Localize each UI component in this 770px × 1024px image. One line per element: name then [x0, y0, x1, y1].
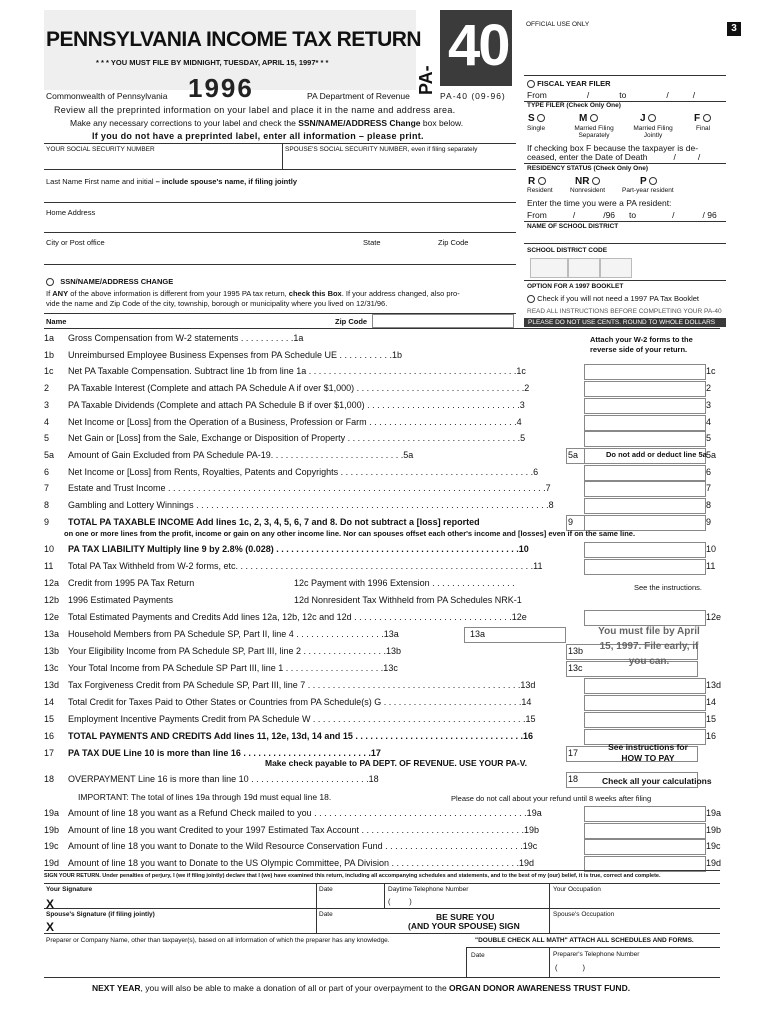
line-right-label: 14 — [706, 697, 717, 707]
line-number: 7 — [44, 483, 50, 494]
corrections-instructions: Make any necessary corrections to your label and check the SSN/NAME/ADDRESS Change box below. — [70, 118, 464, 128]
line-right-label: 19a — [706, 808, 722, 818]
line-right-label: 3 — [706, 399, 712, 410]
page-badge: 3 — [727, 22, 741, 36]
preparer-phone-parens[interactable]: ( ) — [555, 963, 585, 972]
daytime-phone-label: Daytime Telephone Number — [388, 886, 469, 893]
spouse-signature-x[interactable]: X — [46, 920, 55, 934]
line-mid-text: 12c Payment with 1996 Extension . . . . . . . . . . . . . . . . . — [294, 578, 515, 588]
line-number: 14 — [44, 697, 55, 707]
payable-note: Make check payable to PA DEPT. OF REVENUE. USE YOUR PA-V. — [265, 758, 528, 768]
line-text: Amount of Gain Excluded from PA Schedule PA-19. . . . . . . . . . . . . . . . . . . . . . . . . . .5a — [68, 449, 414, 460]
line-text: Household Members from PA Schedule SP, Part II, line 4 . . . . . . . . . . . . . . . . . .13a — [68, 629, 399, 639]
no-cents-banner: PLEASE DO NOT USE CENTS. ROUND TO WHOLE DOLLARS — [524, 318, 726, 327]
line-15 — [44, 711, 720, 727]
line-number: 9 — [44, 516, 50, 527]
line-number: 13b — [44, 646, 60, 656]
line-text: Net PA Taxable Compensation. Subtract line 1b from line 1a . . . . . . . . . . . . . . . . . . . . . . . . . . . . . . . . . . . . . . . . . .1c — [68, 366, 526, 377]
no-label-instructions: If you do not have a preprinted label, enter all information – please print. — [92, 131, 424, 141]
name-field-label[interactable]: Last Name First name and initial – include spouse's name, if filing jointly — [46, 177, 298, 186]
line-mid-label: 13c — [568, 663, 583, 673]
filer-type-m-label: Married Filing Separately — [574, 125, 614, 139]
line-right-label: 1c — [706, 366, 716, 377]
line-13d-total[interactable] — [584, 678, 706, 694]
line-text: OVERPAYMENT Line 16 is more than line 10 . . . . . . . . . . . . . . . . . . . . . . . .18 — [68, 774, 379, 784]
filing-deadline: * * * YOU MUST FILE BY MIDNIGHT, TUESDAY, APRIL 15, 1997* * * — [96, 58, 329, 67]
line-12a — [44, 575, 720, 591]
commonwealth-label: Commonwealth of Pennsylvania — [46, 91, 168, 101]
line-text: Net Income or [Loss] from the Operation of a Business, Profession or Farm . . . . . . . . . . . . . . . . . . . . . . . . . . . . . .4 — [68, 416, 522, 427]
line-text: PA TAX DUE Line 10 is more than line 16 . . . . . . . . . . . . . . . . . . . . . . . . . .17 — [68, 748, 381, 758]
line-19a-total[interactable] — [584, 806, 706, 822]
line-text: PA Taxable Interest (Complete and attach PA Schedule A if over $1,000) . . . . . . . . . . . . . . . . . . . . . . . . . . . . . . . . . .2 — [68, 383, 530, 394]
line-right-label: 5 — [706, 433, 712, 444]
line-right-label: 16 — [706, 731, 717, 741]
spouse-ssn-label: SPOUSE'S SOCIAL SECURITY NUMBER, even if filing separately — [285, 146, 478, 153]
line-text: Credit from 1995 PA Tax Return — [68, 578, 195, 588]
ssn-change-text-2: vide the name and Zip Code of the city, township, borough or municipality where you lived on 12/31/96. — [46, 299, 388, 308]
line-19b — [44, 822, 720, 838]
read-all-note: READ ALL INSTRUCTIONS BEFORE COMPLETING YOUR PA-40 — [527, 308, 722, 315]
form-title: PENNSYLVANIA INCOME TAX RETURN — [46, 28, 422, 51]
ssn-change-text-1: If ANY of the above information is different from your 1995 PA tax return, check this Box. If your address changed, also pro- — [46, 289, 460, 298]
line-right-label: 19c — [706, 841, 721, 851]
line-8 — [44, 497, 720, 513]
line-text: Estate and Trust Income . . . . . . . . . . . . . . . . . . . . . . . . . . . . . . . . . . . . . . . . . . . . . . . . . . . . . . . . . . . . . . . . . . . . . . . . . . . .7 — [68, 483, 551, 494]
line-right-label: 7 — [706, 483, 712, 494]
line-text: Employment Incentive Payments Credit from PA Schedule W . . . . . . . . . . . . . . . . . . . . . . . . . . . . . . . . . . . . . . . . . . .15 — [68, 714, 536, 724]
line-right-label: 10 — [706, 544, 717, 554]
line-number: 15 — [44, 714, 55, 724]
state-label[interactable]: State — [363, 238, 381, 247]
line-right-label: 6 — [706, 466, 712, 477]
line-text: Gambling and Lottery Winnings . . . . . . . . . . . . . . . . . . . . . . . . . . . . . . . . . . . . . . . . . . . . . . . . . . . . . . . . . . . . . . . . . . . . . . .8 — [68, 500, 554, 510]
line-number: 19c — [44, 841, 59, 851]
line-number: 4 — [44, 416, 50, 427]
line-number: 12a — [44, 578, 60, 588]
line-text: Your Eligibility Income from PA Schedule SP, Part III, line 2 . . . . . . . . . . . . . . . . .13b — [68, 646, 401, 656]
line-10-total[interactable] — [584, 542, 706, 558]
filer-type-f[interactable]: F — [694, 113, 711, 124]
change-zip-box[interactable] — [372, 314, 514, 328]
line-mid-label: 13a — [470, 629, 486, 639]
logo-40: 40 — [448, 13, 509, 78]
line-right-label: 19d — [706, 857, 722, 868]
line9-note: on one or more lines from the profit, income or gain on any other income line. Nor can spouses offset each other's income and [losses] even if on the same line. — [64, 529, 636, 538]
filer-type-j-label: Married Filing Jointly — [633, 125, 673, 139]
residency-r[interactable]: R — [528, 176, 546, 187]
line-14 — [44, 694, 720, 710]
line-mid-text: 12d Nonresident Tax Withheld from PA Schedules NRK-1 — [294, 595, 522, 605]
line-number: 10 — [44, 544, 55, 554]
line-text: Unreimbursed Employee Business Expenses from PA Schedule UE . . . . . . . . . . .1b — [68, 349, 402, 360]
school-code-box-3[interactable] — [600, 258, 632, 278]
line-number: 1c — [44, 366, 54, 377]
filer-type-m[interactable]: M — [579, 113, 598, 124]
spouse-signature-label: Spouse's Signature (if filing jointly) — [46, 911, 155, 918]
form-code: PA-40 (09-96) — [440, 91, 506, 101]
line-text: PA Taxable Dividends (Complete and attach PA Schedule B if over $1,000) . . . . . . . . . . . . . . . . . . . . . . . . . . . . . . .3 — [68, 399, 525, 410]
preparer-phone-label: Preparer's Telephone Number — [553, 951, 640, 958]
line-mid-label: 5a — [568, 449, 579, 460]
filer-type-label: TYPE FILER (Check Only One) — [527, 102, 621, 109]
change-name-label[interactable]: Name — [46, 317, 67, 326]
resident-time-dates: From / /96 to / / 96 — [527, 210, 717, 220]
ssn-change-title: SSN/NAME/ADDRESS CHANGE — [46, 277, 173, 286]
line-text: Your Total Income from PA Schedule SP Part III, line 1 . . . . . . . . . . . . . . . . . . . .13c — [68, 663, 398, 673]
line-text: Amount of line 18 you want to Donate to the Wild Resource Conservation Fund . . . . . . . . . . . . . . . . . . . . . . . . . . . .19c — [68, 841, 538, 851]
line-15-total[interactable] — [584, 712, 706, 728]
line-11 — [44, 558, 720, 574]
resident-time-label: Enter the time you were a PA resident: — [527, 198, 672, 208]
line-4 — [44, 414, 720, 430]
line-12b — [44, 592, 720, 608]
your-occupation-label: Your Occupation — [553, 886, 601, 893]
no-call-note: Please do not call about your refund until 8 weeks after filing — [451, 794, 652, 803]
ssn-change-checkbox[interactable] — [46, 278, 54, 286]
filer-type-s-label: Single — [527, 125, 546, 132]
must-file-note: You must file by April 15, 1997. File early, if you can. — [598, 626, 700, 667]
filer-type-s[interactable]: S — [528, 113, 545, 124]
preparer-label: Preparer or Company Name, other than taxpayer(s), based on all information of which the preparer has any knowledge. — [46, 937, 390, 944]
line-number: 8 — [44, 500, 50, 510]
school-code-box-1[interactable] — [530, 258, 568, 278]
booklet-option-label: OPTION FOR A 1997 BOOKLET — [527, 283, 624, 290]
line-19d — [44, 855, 720, 871]
line-12e — [44, 609, 720, 625]
line-1c — [44, 363, 720, 379]
line-text: Total PA Tax Withheld from W-2 forms, etc. . . . . . . . . . . . . . . . . . . . . . . . . . . . . . . . . . . . . . . . . . . . . . . . . . . . . . . . . . . .11 — [68, 561, 543, 571]
home-address-label[interactable]: Home Address — [46, 208, 96, 217]
line-number: 13d — [44, 680, 60, 690]
change-zip-label[interactable]: Zip Code — [335, 317, 368, 326]
booklet-option-check[interactable]: Check if you will not need a 1997 PA Tax Booklet — [527, 294, 699, 303]
line-number: 2 — [44, 383, 50, 394]
line-19b-total[interactable] — [584, 823, 706, 839]
line-number: 12b — [44, 595, 60, 605]
line-number: 5 — [44, 433, 50, 444]
line-text: Net Income or [Loss] from Rents, Royalties, Patents and Copyrights . . . . . . . . . . . . . . . . . . . . . . . . . . . . . . . . . . . . . . .6 — [68, 466, 539, 477]
city-label[interactable]: City or Post office — [46, 238, 105, 247]
review-instructions: Review all the preprinted information on your label and place it in the name and address area. — [54, 105, 456, 115]
line-mid-label: 9 — [568, 516, 574, 527]
preparer-date-label: Date — [471, 952, 485, 959]
line-right-label: 12e — [706, 612, 722, 622]
filer-type-f-label: Final — [696, 125, 711, 132]
line-mid-label: 13b — [568, 646, 584, 656]
filer-type-j[interactable]: J — [640, 113, 656, 124]
be-sure-sign: BE SURE YOU — [436, 912, 495, 922]
your-signature-label: Your Signature — [46, 886, 93, 893]
line-3 — [44, 397, 720, 413]
line-right-label: 4 — [706, 416, 712, 427]
line-number: 3 — [44, 399, 50, 410]
line-right-label: 15 — [706, 714, 717, 724]
spouse-occupation-label: Spouse's Occupation — [553, 911, 615, 918]
line-7-total[interactable] — [584, 481, 706, 497]
line-19c-total[interactable] — [584, 839, 706, 855]
line-8-total[interactable] — [584, 498, 706, 514]
ssn-label: YOUR SOCIAL SECURITY NUMBER — [46, 146, 155, 153]
line-text: Amount of line 18 you want to Donate to the US Olympic Committee, PA Division . . . . . . . . . . . . . . . . . . . . . . . . . .19d — [68, 857, 535, 868]
fiscal-year-label: FISCAL YEAR FILER — [527, 79, 611, 88]
residency-r-label: Resident — [527, 187, 553, 194]
deceased-note-2: ceased, enter the Date of Death / / — [527, 152, 701, 162]
line-13d — [44, 677, 720, 693]
footer-note: NEXT YEAR, you will also be able to make a donation of all or part of your overpayment to the ORGAN DONOR AWARENESS TRUST FUND. — [92, 983, 631, 993]
date-label-1: Date — [319, 886, 333, 893]
line-7 — [44, 480, 720, 496]
line-text: Gross Compensation from W-2 statements . . . . . . . . . . .1a — [68, 333, 304, 343]
line-number: 17 — [44, 748, 55, 758]
double-check-note: "DOUBLE CHECK ALL MATH" ATTACH ALL SCHEDULES AND FORMS. — [475, 937, 694, 944]
line-number: 16 — [44, 731, 55, 741]
line-right-label: 9 — [706, 516, 712, 527]
line-text: PA TAX LIABILITY Multiply line 9 by 2.8% (0.028) . . . . . . . . . . . . . . . . . . . . . . . . . . . . . . . . . . . . . . . . . . . . . . . . .10 — [68, 544, 529, 554]
line-number: 13c — [44, 663, 59, 673]
school-district-code-label: SCHOOL DISTRICT CODE — [527, 247, 608, 254]
line-right-label: 5a — [706, 449, 717, 460]
and-spouse-sign: (AND YOUR SPOUSE) SIGN — [408, 921, 520, 931]
line-2-total[interactable] — [584, 381, 706, 397]
line-number: 18 — [44, 774, 55, 784]
line-9 — [44, 514, 720, 530]
line-number: 1b — [44, 349, 55, 360]
line-19c — [44, 838, 720, 854]
fiscal-year-radio[interactable] — [527, 80, 535, 88]
deceased-note-1: If checking box F because the taxpayer is de- — [527, 143, 699, 153]
line-text: Amount of line 18 you want Credited to your 1997 Estimated Tax Account . . . . . . . . . . . . . . . . . . . . . . . . . . . . . . . . .19b — [68, 824, 540, 835]
line-5-total[interactable] — [584, 431, 706, 447]
zip-label[interactable]: Zip Code — [438, 238, 469, 247]
line-right-label: 13d — [706, 680, 722, 690]
line-11-total[interactable] — [584, 559, 706, 575]
line-4-total[interactable] — [584, 415, 706, 431]
date-label-2: Date — [319, 911, 333, 918]
line-mid-label: 17 — [568, 748, 579, 758]
line-number: 6 — [44, 466, 50, 477]
line-right-label: 11 — [706, 561, 716, 571]
residency-p-label: Part-year resident — [622, 187, 674, 194]
line-10 — [44, 541, 720, 557]
line-right-label: 2 — [706, 383, 712, 394]
line-text: TOTAL PAYMENTS AND CREDITS Add lines 11, 12e, 13d, 14 and 15 . . . . . . . . . . . . . . . . . . . . . . . . . . . . . . . . . .16 — [68, 731, 533, 741]
tax-year: 1996 — [188, 73, 254, 103]
line-text: Total Estimated Payments and Credits Add lines 12a, 12b, 12c and 12d . . . . . . . . . . . . . . . . . . . . . . . . . . . . . . . .12e — [68, 612, 527, 622]
residency-nr-label: Nonresident — [570, 187, 606, 194]
line-text: Amount of line 18 you want as a Refund Check mailed to you . . . . . . . . . . . . . . . . . . . . . . . . . . . . . . . . . . . . . . . . . . .19a — [68, 808, 542, 818]
line-2 — [44, 380, 720, 396]
line-right-label: 8 — [706, 500, 712, 510]
department-label: PA Department of Revenue — [307, 91, 410, 101]
your-signature-x[interactable]: X — [46, 897, 55, 911]
perjury-statement: SIGN YOUR RETURN. Under penalties of perjury, I (we if filing jointly) declare that I (we) have examined this return, including all accompanying schedules and statements, and to the best of my (our) belief, it is true, correct and complete. — [44, 873, 661, 879]
line-text: Total Credit for Taxes Paid to Other States or Countries from PA Schedule(s) G . . . . . . . . . . . . . . . . . . . . . . . . . . . .14 — [68, 697, 532, 707]
phone-parens[interactable]: ( ) — [388, 897, 412, 906]
line-number: 5a — [44, 449, 55, 460]
important-note: IMPORTANT: The total of lines 19a through 19d must equal line 18. — [78, 792, 332, 802]
line-text: 1996 Estimated Payments — [68, 595, 174, 605]
see-instructions-note: See the instructions. — [634, 583, 702, 592]
line-number: 19a — [44, 808, 60, 818]
line-number: 19d — [44, 857, 60, 868]
school-code-box-2[interactable] — [568, 258, 600, 278]
line-text: Tax Forgiveness Credit from PA Schedule SP, Part III, line 7 . . . . . . . . . . . . . . . . . . . . . . . . . . . . . . . . . . . . . . . . . . .13d — [68, 680, 536, 690]
line-text: TOTAL PA TAXABLE INCOME Add lines 1c, 2, 3, 4, 5, 6, 7 and 8. Do not subtract a [loss] reported — [68, 516, 480, 527]
official-use-label: OFFICIAL USE ONLY — [526, 21, 590, 28]
attach-w2-note: Attach your W-2 forms to the reverse side of your return. — [590, 335, 693, 354]
no-add-5a-note: Do not add or deduct line 5a — [606, 450, 707, 459]
line-6-total[interactable] — [584, 465, 706, 481]
residency-p[interactable]: P — [640, 176, 657, 187]
check-calculations-note: Check all your calculations — [602, 776, 712, 786]
line-text: Net Gain or [Loss] from the Sale, Exchange or Disposition of Property . . . . . . . . . . . . . . . . . . . . . . . . . . . . . . . . . . .5 — [68, 433, 526, 444]
line-5 — [44, 430, 720, 446]
line-6 — [44, 464, 720, 480]
line-number: 13a — [44, 629, 60, 639]
line-number: 11 — [44, 561, 54, 571]
line-mid-label: 18 — [568, 774, 579, 784]
how-to-pay-note: See instructions for HOW TO PAY — [608, 742, 688, 763]
residency-nr[interactable]: NR — [575, 176, 600, 187]
line-1c-total[interactable] — [584, 364, 706, 380]
line-number: 1a — [44, 333, 55, 343]
line-14-total[interactable] — [584, 695, 706, 711]
line-number: 19b — [44, 824, 60, 835]
line-right-label: 19b — [706, 824, 722, 835]
school-district-name-label: NAME OF SCHOOL DISTRICT — [527, 223, 619, 230]
line-19a — [44, 805, 720, 821]
fiscal-from: From / to / / — [527, 90, 696, 100]
logo-pa-label: PA- — [416, 65, 436, 95]
line-number: 12e — [44, 612, 60, 622]
line-3-total[interactable] — [584, 398, 706, 414]
residency-label: RESIDENCY STATUS (Check Only One) — [527, 165, 648, 172]
